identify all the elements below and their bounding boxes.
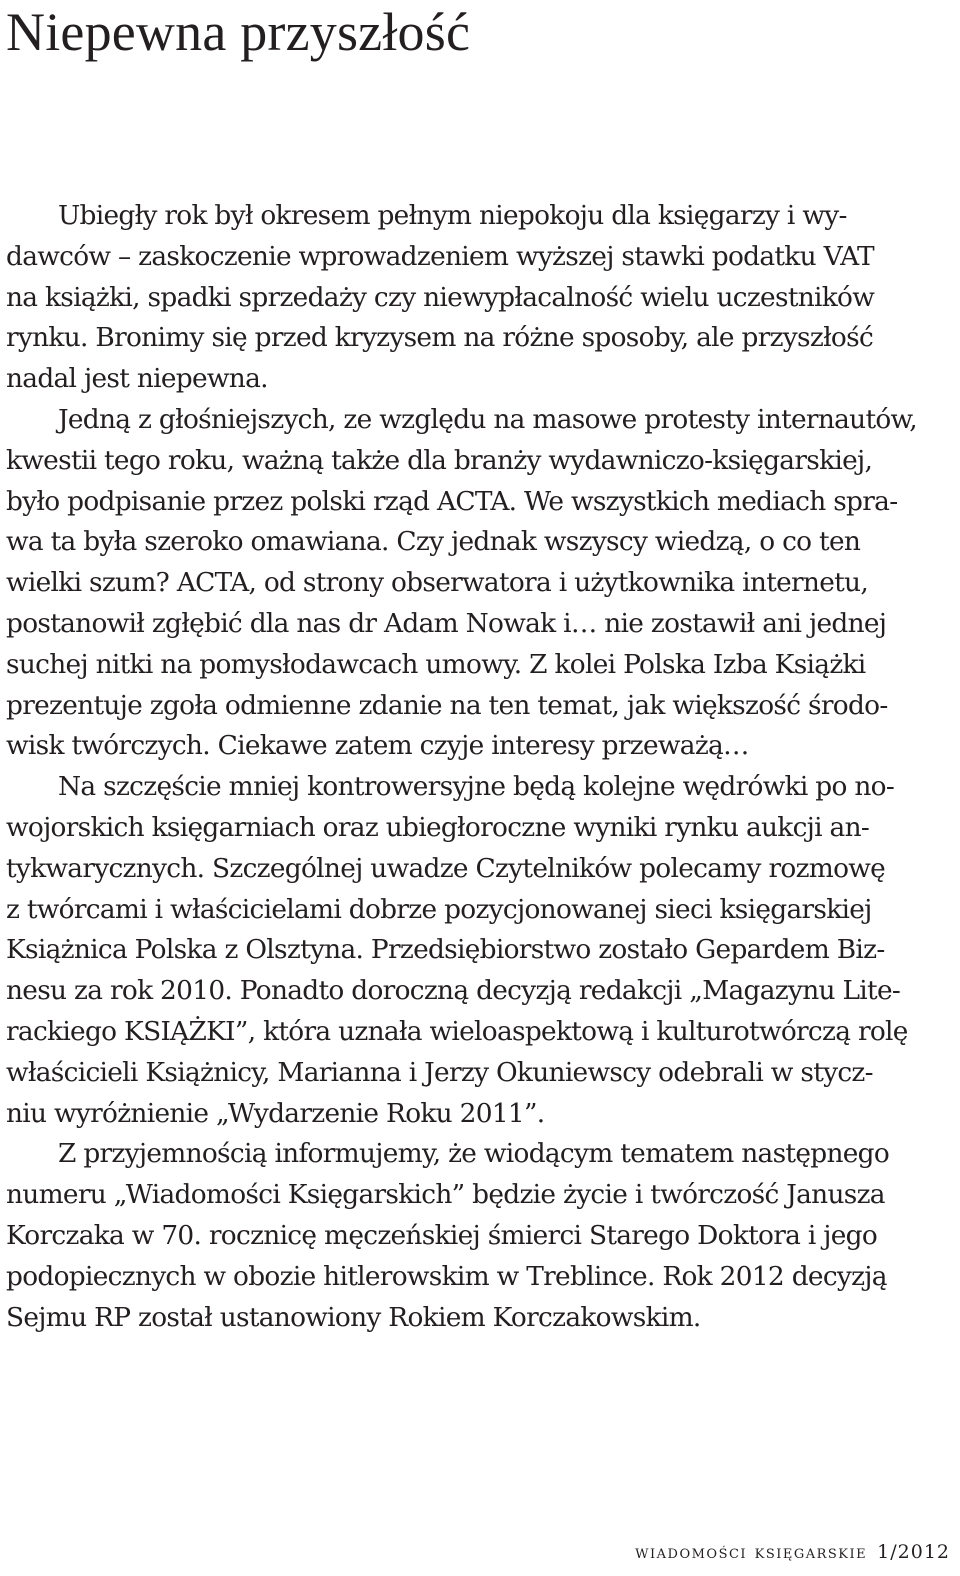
text-line: numeru „Wiadomości Księgarskich” będzie życie i twórczość Janusza xyxy=(6,1179,885,1211)
text-line: Korczaka w 70. rocznicę męczeńskiej śmierci Starego Doktora i jego xyxy=(6,1219,878,1251)
text-line: kwestii tego roku, ważną także dla branży wydawniczo-księgarskiej, xyxy=(6,444,873,476)
page-title: Niepewna przyszłość xyxy=(6,2,471,62)
text-line: tykwarycznych. Szczególnej uwadze Czytelników polecamy rozmowę xyxy=(6,852,886,884)
text-line: rynku. Bronimy się przed kryzysem na różne sposoby, ale przyszłość xyxy=(6,322,874,354)
text-line: rackiego KSIĄŻKI”, która uznała wieloaspektową i kulturotwórczą rolę xyxy=(6,1015,908,1047)
text-line: podopiecznych w obozie hitlerowskim w Treblince. Rok 2012 decyzją xyxy=(6,1260,887,1292)
text-line: wisk twórczych. Ciekawe zatem czyje interesy przeważą… xyxy=(6,730,749,762)
text-line: dawców – zaskoczenie wprowadzeniem wyższej stawki podatku VAT xyxy=(6,240,874,272)
text-line: Książnica Polska z Olsztyna. Przedsiębiorstwo zostało Gepardem Biz- xyxy=(6,934,885,966)
text-line: wielki szum? ACTA, od strony obserwatora i użytkownika internetu, xyxy=(6,567,869,599)
text-line: właścicieli Książnicy, Marianna i Jerzy Okuniewscy odebrali w stycz- xyxy=(6,1056,873,1088)
text-line: na książki, spadki sprzedaży czy niewypłacalność wielu uczestników xyxy=(6,281,875,313)
text-line: niu wyróżnienie „Wydarzenie Roku 2011”. xyxy=(6,1097,545,1129)
text-line: nesu za rok 2010. Ponadto doroczną decyzją redakcji „Magazynu Lite- xyxy=(6,975,901,1007)
text-line: z twórcami i właścicielami dobrze pozycjonowanej sieci księgarskiej xyxy=(6,893,872,925)
text-line: Ubiegły rok był okresem pełnym niepokoju dla księgarzy i wy- xyxy=(58,200,847,231)
text-line: wojorskich księgarniach oraz ubiegłoroczne wyniki rynku aukcji an- xyxy=(6,811,870,843)
text-line: było podpisanie przez polski rząd ACTA. We wszystkich mediach spra- xyxy=(6,485,898,517)
text-line: Z przyjemnością informujemy, że wiodącym tematem następnego xyxy=(58,1138,890,1170)
text-line: Na szczęście mniej kontrowersyjne będą kolejne wędrówki po no- xyxy=(58,771,895,803)
text-line: postanowił zgłębić dla nas dr Adam Nowak i… nie zostawił ani jednej xyxy=(6,607,887,639)
text-line: suchej nitki na pomysłodawcach umowy. Z kolei Polska Izba Książki xyxy=(6,648,866,680)
text-line: nadal jest niepewna. xyxy=(6,363,268,395)
text-line: wa ta była szeroko omawiana. Czy jednak wszyscy wiedzą, o co ten xyxy=(6,526,861,558)
publication-name: wiadomości księgarskie xyxy=(635,1541,868,1563)
issue-number: 1/2012 xyxy=(877,1541,950,1563)
page-footer xyxy=(635,1540,950,1564)
text-line: Jedną z głośniejszych, ze względu na masowe protesty internautów, xyxy=(58,403,917,435)
text-line: Sejmu RP został ustanowiony Rokiem Korczakowskim. xyxy=(6,1301,701,1333)
text-line: prezentuje zgoła odmienne zdanie na ten temat, jak większość środo- xyxy=(6,689,888,721)
article-body xyxy=(6,196,954,1338)
